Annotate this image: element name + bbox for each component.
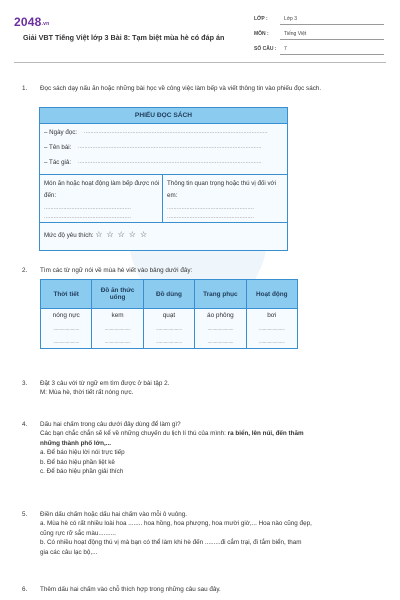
table-cell-blank[interactable]: ..................... (41, 322, 92, 335)
worksheet-page: 2048.vn Giải VBT Tiếng Việt lớp 3 Bài 8: Tạm biệt mùa hè có đáp án LỚP : Lớp 3 MÔN : Tiếng Việt SỐ CÂU : 7 1. Đọc sách dạy nấu ăn hoặc những bài học về công việc làm bếp và viết thông tin vào phiếu đọc sách. PHIẾU ĐỌC SÁCH – Ngày đọc: .................................................................................................................. – Tên bài: .................................................................................................................. – Tác giả: .................................................................................................................. Món ăn hoặc hoạt động làm bếp được nói đến: Thông tin quan trọng hoặc thú vị đối với em: ...................................................... ...................................................... ...................................................... ...................................................... Mức độ yêu thích: ☆☆☆☆☆ 2. Tìm các từ ngữ nói về mùa hè viết vào bảng dưới đây: Thời tiết Đồ ăn thức uống Đồ dùng Trang phục Hoạt động nóng nực kem quạt áo phông bơi ..................... ..................... ..................... ..................... ..................... ..................... ..................... ..................... ..................... ..................... 3. Đặt 3 câu với từ ngữ em tìm được ở bài tập 2. M: Mùa hè, thời tiết rất nóng nực. 4. Dấu hai chấm trong câu dưới đây dùng để làm gì? Các bạn chắc chắn sẽ kể về những chuyến du lịch lí thú của mình: ra biển, lên núi, đến thăm những thành phố lớn,... a. Để báo hiệu lời nói trực tiếp b. Để báo hiệu phần liệt kê c. Để báo hiệu phần giải thích 5. Điền dấu chấm hoặc dấu hai chấm vào mỗi ô vuông. a. Mùa hè có rất nhiều loài hoa ........ hoa hồng, hoa phượng, hoa mười giờ,... Hoa nào cũng đẹp, cũng rực rỡ sắc màu.......... b. Có nhiều hoạt động thú vị mà bạn có thể làm khi hè đến .........đi cắm trại, đi tắm biển, tham gia các câu lạc bộ,... 6. Thêm dấu hai chấm vào chỗ thích hợp trong những câu sau đây. (0, 0, 400, 600)
option-c[interactable]: c. Để báo hiệu phần giải thích (40, 468, 124, 476)
card-name-row[interactable]: – Tên bài: .................................................................................................................. (44, 144, 262, 151)
table-cell-blank[interactable]: ..................... (246, 322, 297, 335)
rating-stars-icon[interactable]: ☆☆☆☆☆ (95, 230, 152, 239)
col-clothing: Trang phục (195, 280, 246, 309)
table-cell-blank[interactable]: ..................... (143, 322, 194, 335)
table-cell: kem (92, 309, 143, 323)
table-row (41, 322, 298, 335)
table-cell: bơi (246, 309, 297, 323)
card-info-field[interactable]: Thông tin quan trọng hoặc thú vị đối với em: (167, 180, 276, 199)
table-cell: nóng nực (41, 309, 92, 323)
option-b[interactable]: b. Để báo hiệu phần liệt kê (40, 458, 115, 466)
site-logo[interactable] (14, 15, 49, 29)
table-cell: áo phông (195, 309, 246, 323)
table-header-row (41, 280, 298, 309)
table-cell-blank[interactable]: ..................... (92, 322, 143, 335)
logo-tld: .vn (41, 21, 50, 27)
table-cell-blank[interactable]: ..................... (246, 335, 297, 349)
table-row (41, 309, 298, 323)
card-date-row[interactable]: – Ngày đọc: .................................................................................................................. (44, 129, 268, 136)
table-cell-blank[interactable]: ..................... (143, 335, 194, 349)
col-activity: Hoạt động (246, 280, 297, 309)
card-dish-field[interactable]: Món ăn hoặc hoạt động làm bếp được nói đến: (44, 180, 160, 199)
vocab-table (40, 279, 298, 349)
option-a[interactable]: a. Để báo hiệu lời nói trực tiếp (40, 449, 125, 457)
reading-card: PHIẾU ĐỌC SÁCH – Ngày đọc: .................................................................................................................. – Tên bài: .................................................................................................................. – Tác giả: .................................................................................................................. Món ăn hoặc hoạt động làm bếp được nói đến: Thông tin quan trọng hoặc thú vị đối với em: ...................................................... ...................................................... ...................................................... ...................................................... Mức độ yêu thích: ☆☆☆☆☆ (39, 107, 288, 251)
table-cell-blank[interactable]: ..................... (41, 335, 92, 349)
table-row (41, 335, 298, 349)
card-author-row[interactable]: – Tác giả: .................................................................................................................. (44, 159, 262, 166)
col-weather: Thời tiết (41, 280, 92, 309)
table-cell-blank[interactable]: ..................... (195, 335, 246, 349)
table-cell: quạt (143, 309, 194, 323)
col-food: Đồ ăn thức uống (92, 280, 143, 309)
table-cell-blank[interactable]: ..................... (195, 322, 246, 335)
card-rating-row: Mức độ yêu thích: ☆☆☆☆☆ (44, 230, 152, 239)
page-title: Giải VBT Tiếng Việt lớp 3 Bài 8: Tạm biệt mùa hè có đáp án (23, 33, 225, 42)
header-divider (14, 62, 386, 63)
reading-card-title: PHIẾU ĐỌC SÁCH (40, 108, 287, 124)
logo-brand: 2048 (14, 15, 42, 29)
col-items: Đồ dùng (143, 280, 194, 309)
table-cell-blank[interactable]: ..................... (92, 335, 143, 349)
